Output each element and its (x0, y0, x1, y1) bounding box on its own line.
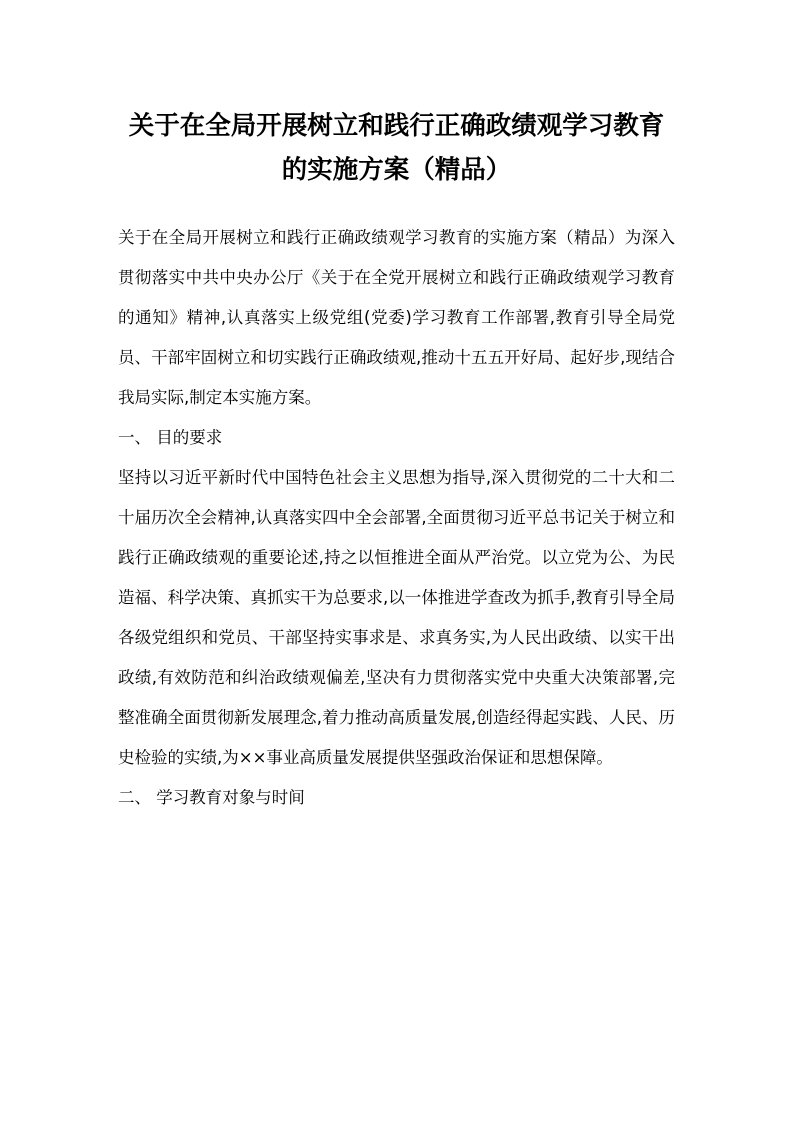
section-heading-two: 二、 学习教育对象与时间 (118, 788, 305, 807)
page-title: 关于在全局开展树立和践行正确政绩观学习教育的实施方案（精品） (128, 111, 665, 185)
document-body (118, 218, 675, 818)
section-heading-one: 一、 目的要求 (118, 428, 223, 447)
section-one-body: 坚持以习近平新时代中国特色社会主义思想为指导,深入贯彻党的二十大和二十届历次全会精神,认真落实四中全会部署,全面贯彻习近平总书记关于树立和践行正确政绩观的重要论述,持之以恒推进全面从严治党。以立党为公、为民造福、科学决策、真抓实干为总要求,以一体推进学查改为抓手,教育引导全局各级党组织和党员、干部坚持实事求是、求真务实,为人民出政绩、以实干出政绩,有效防范和纠治政绩观偏差,坚决有力贯彻落实党中央重大决策部署,完整准确全面贯彻新发展理念,着力推动高质量发展,创造经得起实践、人民、历史检验的实绩,为××事业高质量发展提供坚强政治保证和思想保障。 (118, 468, 675, 767)
intro-paragraph: 关于在全局开展树立和践行正确政绩观学习教育的实施方案（精品）为深入贯彻落实中共中央办公厅《关于在全党开展树立和践行正确政绩观学习教育的通知》精神,认真落实上级党组(党委)学习教育工作部署,教育引导全局党员、干部牢固树立和切实践行正确政绩观,推动十五五开好局、起好步,现结合我局实际,制定本实施方案。 (118, 228, 675, 407)
